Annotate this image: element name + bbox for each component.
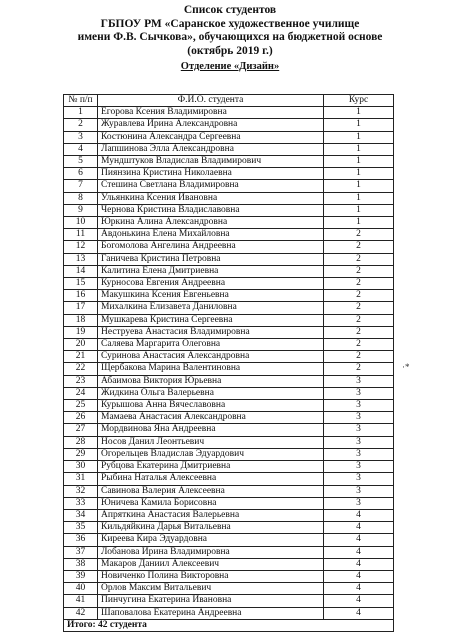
student-name: Макаров Даниил Алексеевич — [98, 558, 324, 570]
row-number: 12 — [64, 241, 98, 253]
row-number: 37 — [64, 546, 98, 558]
row-number: 5 — [64, 156, 98, 168]
student-name: Шаповалова Екатерина Андреевна — [98, 607, 324, 619]
student-name: Ульянкина Ксения Ивановна — [98, 192, 324, 204]
row-number: 36 — [64, 534, 98, 546]
row-number: 35 — [64, 522, 98, 534]
student-name: Юничева Камила Борисовна — [98, 497, 324, 509]
table-row — [64, 546, 394, 558]
title-line: Список студентов — [183, 4, 277, 16]
table-row — [64, 192, 394, 204]
table-row — [64, 387, 394, 399]
row-number: 17 — [64, 302, 98, 314]
course-value: 4 — [324, 534, 394, 546]
student-name: Жидкина Ольга Валерьевна — [98, 387, 324, 399]
student-name: Пиянзина Кристина Николаевна — [98, 168, 324, 180]
course-value: 3 — [324, 400, 394, 412]
table-row — [64, 473, 394, 485]
table-row — [64, 119, 394, 131]
table-row — [64, 412, 394, 424]
course-value: 4 — [324, 607, 394, 619]
course-value: 1 — [324, 119, 394, 131]
course-value: 2 — [324, 314, 394, 326]
table-row — [64, 607, 394, 619]
row-number: 33 — [64, 497, 98, 509]
course-value: 2 — [324, 265, 394, 277]
row-number: 27 — [64, 424, 98, 436]
course-value: 1 — [324, 143, 394, 155]
row-number: 31 — [64, 473, 98, 485]
total-count: Итого: 42 студента — [64, 619, 394, 631]
course-value: 1 — [324, 192, 394, 204]
table-row — [64, 485, 394, 497]
row-number: 38 — [64, 558, 98, 570]
course-value: 3 — [324, 497, 394, 509]
student-name: Мушкарева Кристина Сергеевна — [98, 314, 324, 326]
table-row — [64, 424, 394, 436]
table-row — [64, 558, 394, 570]
course-value: 3 — [324, 387, 394, 399]
course-value: 2 — [324, 302, 394, 314]
row-number: 11 — [64, 229, 98, 241]
row-number: 25 — [64, 400, 98, 412]
table-row — [64, 326, 394, 338]
student-name: Киреева Кира Эдуардовна — [98, 534, 324, 546]
row-number: 42 — [64, 607, 98, 619]
student-name: Кильдяйкина Дарья Витальевна — [98, 522, 324, 534]
row-number: 18 — [64, 314, 98, 326]
row-number: 21 — [64, 351, 98, 363]
row-number: 24 — [64, 387, 98, 399]
course-value: 3 — [324, 448, 394, 460]
table-row — [64, 265, 394, 277]
student-name: Мундштуков Владислав Владимирович — [98, 156, 324, 168]
course-value: 1 — [324, 217, 394, 229]
row-number: 40 — [64, 583, 98, 595]
header-number: № п/п — [64, 95, 98, 107]
course-value: 2 — [324, 253, 394, 265]
table-row — [64, 314, 394, 326]
table-row — [64, 509, 394, 521]
student-name: Журавлева Ирина Александровна — [98, 119, 324, 131]
course-value: 3 — [324, 424, 394, 436]
table-row — [64, 217, 394, 229]
document-title — [60, 4, 400, 58]
course-value: 3 — [324, 461, 394, 473]
student-name: Егорова Ксения Владимировна — [98, 107, 324, 119]
student-name: Богомолова Ангелина Андреевна — [98, 241, 324, 253]
stray-mark: ·* — [402, 362, 410, 372]
student-name: Михалкина Елизавета Даниловна — [98, 302, 324, 314]
header-course: Курс — [324, 95, 394, 107]
row-number: 19 — [64, 326, 98, 338]
row-number: 20 — [64, 339, 98, 351]
row-number: 3 — [64, 131, 98, 143]
course-value: 2 — [324, 278, 394, 290]
course-value: 2 — [324, 351, 394, 363]
course-value: 2 — [324, 290, 394, 302]
table-row — [64, 534, 394, 546]
student-name: Лапшинова Элла Александровна — [98, 143, 324, 155]
row-number: 9 — [64, 204, 98, 216]
students-table — [63, 94, 394, 632]
student-name: Рубцова Екатерина Дмитриевна — [98, 461, 324, 473]
section-heading: Отделение «Дизайн» — [180, 61, 280, 72]
course-value: 1 — [324, 180, 394, 192]
course-value: 3 — [324, 412, 394, 424]
student-name: Мордвинова Яна Андреевна — [98, 424, 324, 436]
row-number: 6 — [64, 168, 98, 180]
student-name: Пинчугина Екатерина Ивановна — [98, 595, 324, 607]
table-row — [64, 570, 394, 582]
student-name: Макушкина Ксения Евгеньевна — [98, 290, 324, 302]
table-row — [64, 229, 394, 241]
course-value: 4 — [324, 583, 394, 595]
row-number: 2 — [64, 119, 98, 131]
course-value: 2 — [324, 363, 394, 375]
course-value: 2 — [324, 339, 394, 351]
student-name: Огорельцев Владислав Эдуардович — [98, 448, 324, 460]
table-row — [64, 302, 394, 314]
title-line: ГБПОУ РМ «Саранское художественное училище — [100, 17, 360, 30]
table-row — [64, 156, 394, 168]
course-value: 2 — [324, 241, 394, 253]
row-number: 41 — [64, 595, 98, 607]
table-row — [64, 375, 394, 387]
table-row — [64, 497, 394, 509]
row-number: 8 — [64, 192, 98, 204]
course-value: 4 — [324, 546, 394, 558]
student-name: Авдонькина Елена Михайловна — [98, 229, 324, 241]
row-number: 10 — [64, 217, 98, 229]
table-row — [64, 253, 394, 265]
row-number: 1 — [64, 107, 98, 119]
table-body — [64, 107, 394, 620]
table-row — [64, 436, 394, 448]
student-name: Лобанова Ирина Владимировна — [98, 546, 324, 558]
row-number: 4 — [64, 143, 98, 155]
table-total-row — [64, 619, 394, 631]
table-row — [64, 290, 394, 302]
student-name: Юркина Алина Александровна — [98, 217, 324, 229]
row-number: 30 — [64, 461, 98, 473]
student-name: Курышова Анна Вячеславовна — [98, 400, 324, 412]
student-name: Ганичева Кристина Петровна — [98, 253, 324, 265]
table-row — [64, 363, 394, 375]
table-row — [64, 278, 394, 290]
table-row — [64, 595, 394, 607]
table-row — [64, 143, 394, 155]
student-name: Мамаева Анастасия Александровна — [98, 412, 324, 424]
row-number: 26 — [64, 412, 98, 424]
course-value: 4 — [324, 509, 394, 521]
table-header-row — [64, 95, 394, 107]
course-value: 4 — [324, 522, 394, 534]
row-number: 29 — [64, 448, 98, 460]
student-name: Суринова Анастасия Александровна — [98, 351, 324, 363]
table-row — [64, 339, 394, 351]
course-value: 1 — [324, 131, 394, 143]
course-value: 2 — [324, 326, 394, 338]
course-value: 1 — [324, 168, 394, 180]
student-name: Савинова Валерия Алексеевна — [98, 485, 324, 497]
header-name: Ф.И.О. студента — [98, 95, 324, 107]
table-row — [64, 461, 394, 473]
table-row — [64, 522, 394, 534]
student-name: Новиченко Полина Викторовна — [98, 570, 324, 582]
row-number: 32 — [64, 485, 98, 497]
student-name: Чернова Кристина Владиславовна — [98, 204, 324, 216]
row-number: 14 — [64, 265, 98, 277]
row-number: 34 — [64, 509, 98, 521]
table-row — [64, 400, 394, 412]
row-number: 7 — [64, 180, 98, 192]
table-row — [64, 583, 394, 595]
course-value: 2 — [324, 229, 394, 241]
table-row — [64, 180, 394, 192]
table-row — [64, 448, 394, 460]
course-value: 4 — [324, 570, 394, 582]
student-name: Саляева Маргарита Олеговна — [98, 339, 324, 351]
title-line: (октябрь 2019 г.) — [187, 44, 273, 57]
student-name: Стешина Светлана Владимировна — [98, 180, 324, 192]
course-value: 1 — [324, 204, 394, 216]
table-row — [64, 204, 394, 216]
student-name: Щербакова Марина Валентиновна — [98, 363, 324, 375]
row-number: 23 — [64, 375, 98, 387]
course-value: 1 — [324, 156, 394, 168]
student-name: Неструева Анастасия Владимировна — [98, 326, 324, 338]
row-number: 15 — [64, 278, 98, 290]
row-number: 13 — [64, 253, 98, 265]
row-number: 16 — [64, 290, 98, 302]
course-value: 3 — [324, 473, 394, 485]
row-number: 28 — [64, 436, 98, 448]
table-row — [64, 351, 394, 363]
student-name: Орлов Максим Витальевич — [98, 583, 324, 595]
row-number: 22 — [64, 363, 98, 375]
table-row — [64, 107, 394, 119]
course-value: 3 — [324, 436, 394, 448]
row-number: 39 — [64, 570, 98, 582]
course-value: 3 — [324, 375, 394, 387]
course-value: 3 — [324, 485, 394, 497]
table-row — [64, 168, 394, 180]
title-line: имени Ф.В. Сычкова», обучающихся на бюджетной основе — [77, 31, 383, 43]
table-row — [64, 131, 394, 143]
student-name: Калитина Елена Дмитриевна — [98, 265, 324, 277]
course-value: 1 — [324, 107, 394, 119]
student-name: Курносова Евгения Андреевна — [98, 278, 324, 290]
student-name: Костюнина Александра Сергеевна — [98, 131, 324, 143]
student-name: Апряткина Анастасия Валерьевна — [98, 509, 324, 521]
course-value: 4 — [324, 558, 394, 570]
student-name: Носов Данил Леонтьевич — [98, 436, 324, 448]
student-name: Рыбина Наталья Алексеевна — [98, 473, 324, 485]
course-value: 4 — [324, 595, 394, 607]
student-name: Абаимова Виктория Юрьевна — [98, 375, 324, 387]
table-row — [64, 241, 394, 253]
